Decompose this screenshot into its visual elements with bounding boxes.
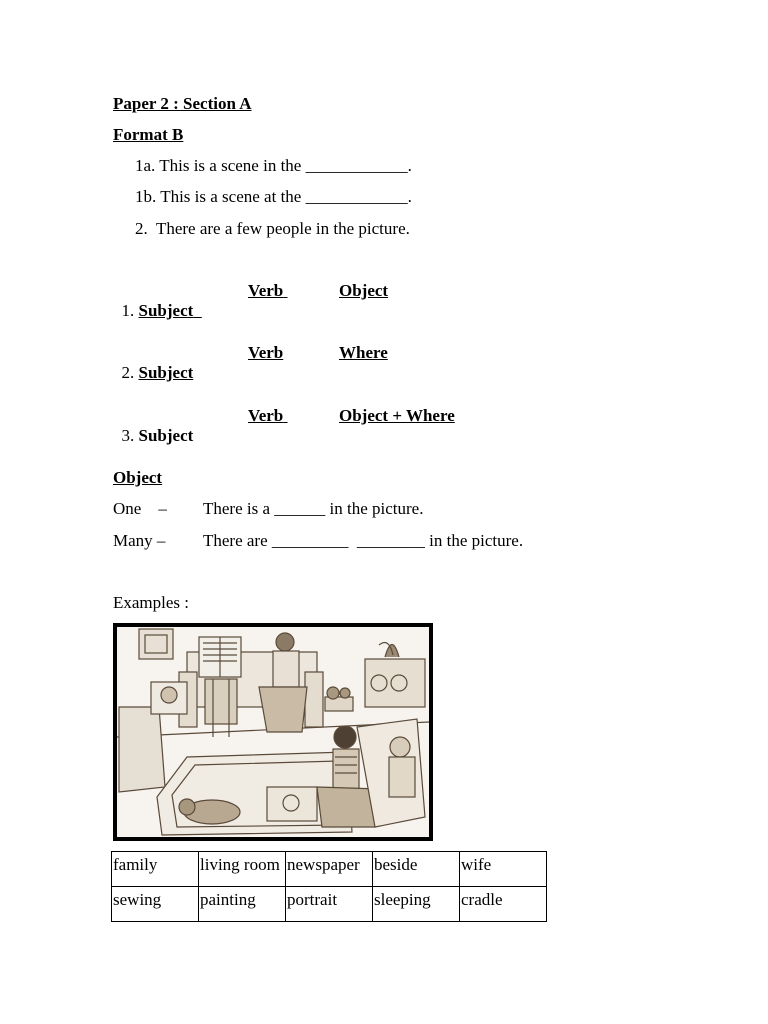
table-cell: beside [373,852,460,887]
table-cell: sewing [112,887,199,922]
pattern-subject: Subject [138,363,194,382]
pattern-3-object-where: Object + Where [339,406,455,425]
scene-line-1a: 1a. This is a scene in the ____________. [135,156,412,175]
pattern-2-where: Where [339,343,388,362]
pattern-3 [113,406,193,446]
many-label: Many – [113,531,166,550]
pattern-2 [113,343,193,383]
pattern-1-object: Object [339,281,389,300]
vocabulary-table [111,851,547,922]
living-room-illustration [113,623,433,841]
table-row [112,887,547,922]
pattern-number: 1. [121,301,139,320]
table-cell: newspaper [286,852,373,887]
format-title: Format B [113,125,184,144]
table-cell: family [112,852,199,887]
table-cell: painting [199,887,286,922]
pattern-subject: Subject [138,301,194,320]
table-cell: portrait [286,887,373,922]
table-cell: living room [199,852,286,887]
section-title: Paper 2 : Section A [113,94,252,113]
pattern-1 [113,281,202,321]
pattern-number: 3. [121,426,139,445]
pattern-subject: Subject [138,426,194,445]
one-sentence: There is a ______ in the picture. [203,499,424,518]
object-heading: Object [113,468,163,487]
pattern-number: 2. [121,363,139,382]
examples-label: Examples : [113,593,190,612]
pattern-2-verb: Verb [248,343,284,362]
pattern-3-verb: Verb [248,406,284,425]
table-row [112,852,547,887]
one-label: One – [113,499,167,518]
table-cell: sleeping [373,887,460,922]
table-cell: cradle [460,887,547,922]
many-sentence: There are _________ ________ in the picture. [203,531,524,550]
scene-line-2: 2. There are a few people in the picture. [135,219,410,238]
scene-line-1b: 1b. This is a scene at the ____________. [135,187,412,206]
pattern-1-verb: Verb [248,281,284,300]
table-cell: wife [460,852,547,887]
